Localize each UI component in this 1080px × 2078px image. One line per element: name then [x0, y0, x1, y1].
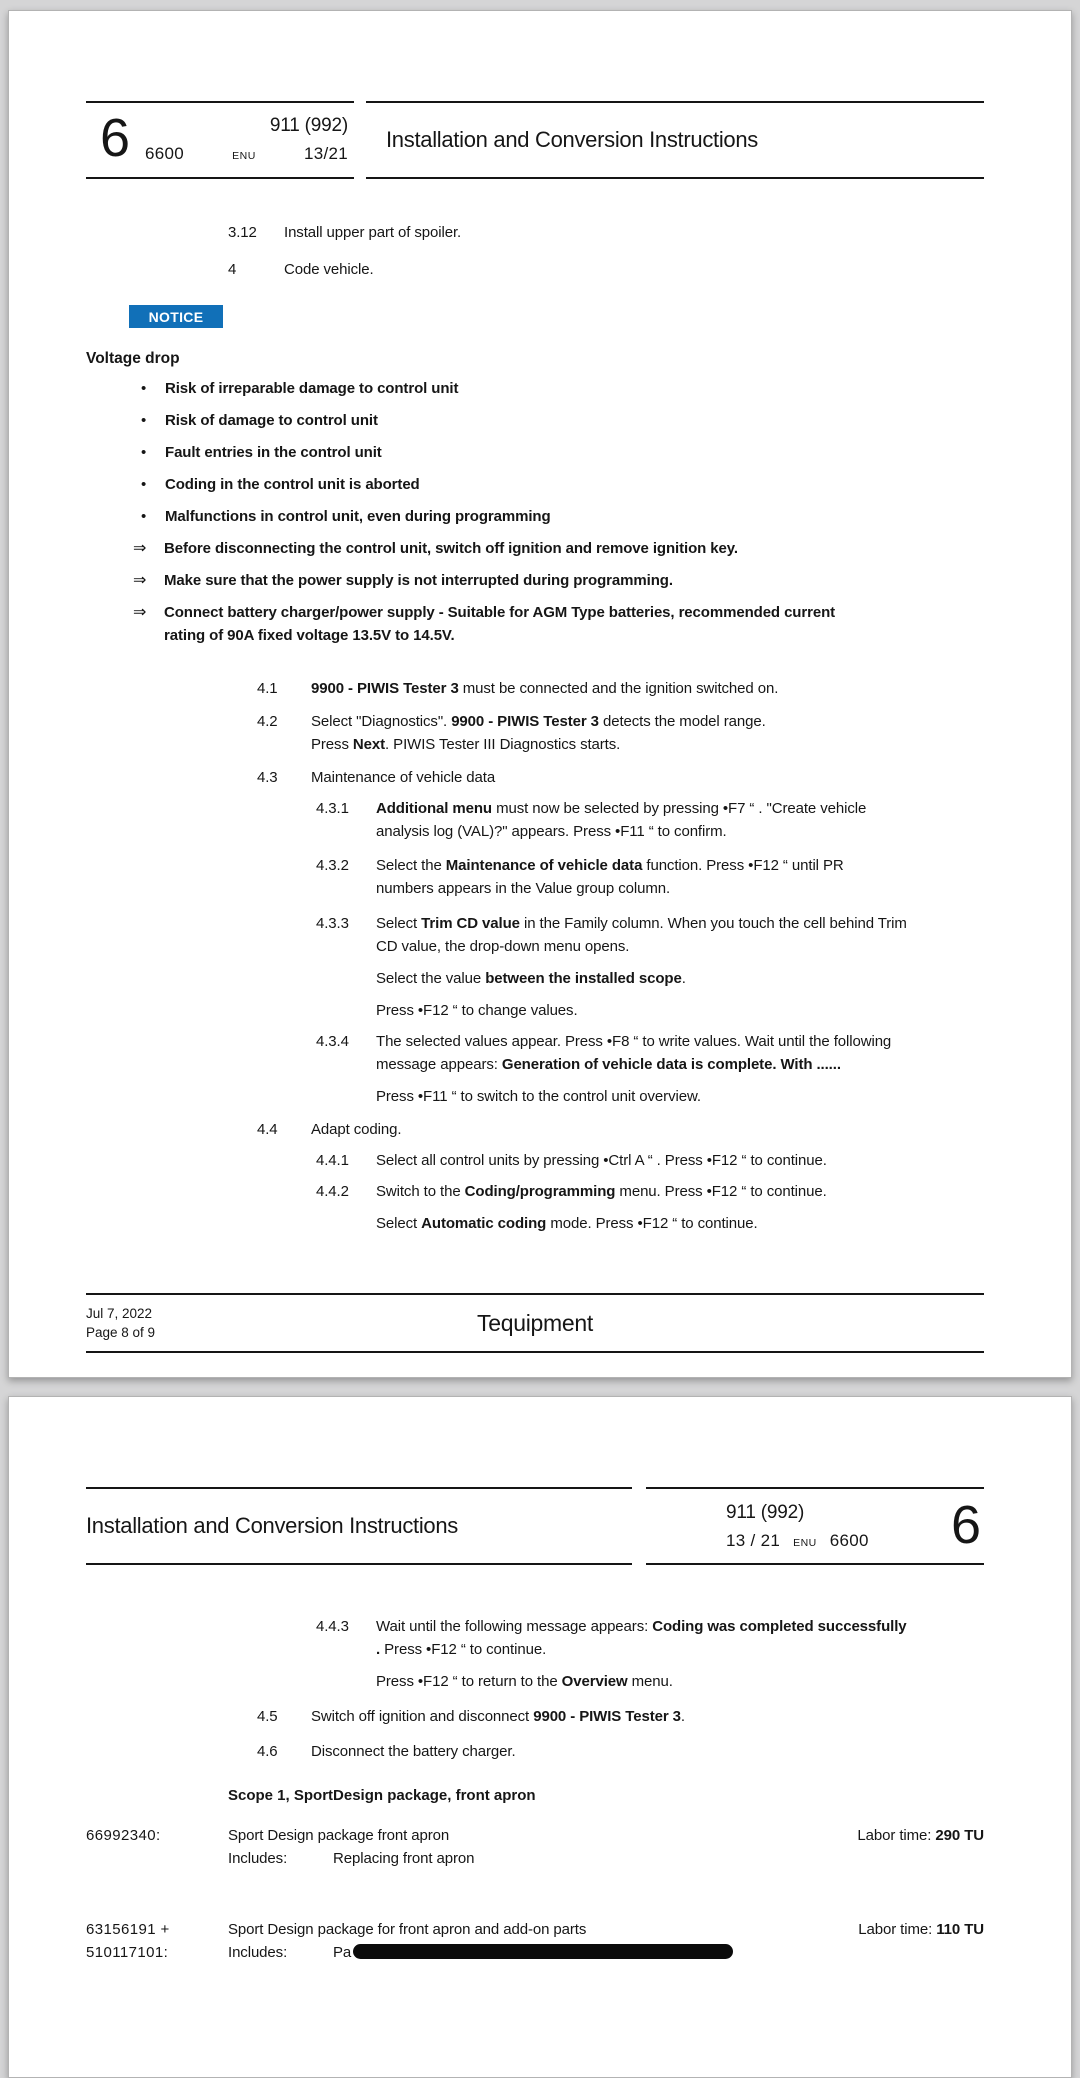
- step-line: Disconnect the battery charger.: [311, 1743, 516, 1760]
- labor-row: [86, 1824, 984, 1870]
- chapter-number: 6: [100, 108, 130, 169]
- step-4-4: [86, 1118, 984, 1141]
- step-4-4-3: [86, 1615, 984, 1693]
- part-number: 63156191 + 510117101:: [86, 1921, 170, 1961]
- model-label: 911 (992): [726, 1501, 805, 1523]
- labor-time: Labor time: 110 TU: [858, 1921, 984, 1938]
- footer-date: Jul 7, 2022: [86, 1306, 153, 1321]
- double-arrow-icon: ⇒: [133, 540, 147, 557]
- step-4-5: [86, 1705, 984, 1728]
- step-4-6: [86, 1740, 984, 1763]
- notice-subject: Voltage drop: [86, 350, 180, 367]
- step-line: Select the Maintenance of vehicle data function. Press •F12 “ until PR: [376, 857, 844, 874]
- bullet-text: Fault entries in the control unit: [165, 444, 382, 461]
- step-line: Press •F11 “ to switch to the control unit overview.: [376, 1088, 701, 1105]
- footer-date-page: [86, 1304, 155, 1342]
- step-number: 4.4.1: [316, 1152, 349, 1169]
- step-line: Switch off ignition and disconnect 9900 - PIWIS Tester 3.: [311, 1708, 685, 1725]
- includes-label: Includes:: [228, 1944, 288, 1961]
- part-number: 66992340:: [86, 1827, 161, 1844]
- step-number: 4.3: [257, 769, 278, 786]
- instruction-text: rating of 90A fixed voltage 13.5V to 14.5V.: [164, 627, 455, 644]
- document-codes: [145, 115, 348, 164]
- step-line: Press Next. PIWIS Tester III Diagnostics starts.: [311, 736, 621, 753]
- step-number: 4.4.2: [316, 1183, 349, 1200]
- step-line: Wait until the following message appears: Coding was completed successfully: [376, 1618, 907, 1635]
- step-4-1: [86, 677, 984, 700]
- step-line: Press •F12 “ to change values.: [376, 1002, 578, 1019]
- step-text: Install upper part of spoiler.: [284, 224, 462, 241]
- step-4-3-2: [86, 854, 984, 900]
- chapter-number: 6: [950, 1495, 980, 1556]
- notice-bullet: [86, 441, 984, 464]
- group-number: 6600: [829, 1530, 869, 1550]
- step-line: CD value, the drop-down menu opens.: [376, 938, 630, 955]
- language-code: ENU: [793, 1536, 817, 1549]
- instruction-text: Connect battery charger/power supply - Suitable for AGM Type batteries, recommended current: [164, 604, 836, 621]
- step-4-3: [86, 766, 984, 789]
- step-4-3-3: [86, 912, 984, 1022]
- step-line: Select "Diagnostics". 9900 - PIWIS Tester 3 detects the model range.: [311, 713, 766, 730]
- page2-header: [86, 1487, 984, 1565]
- step-number: 4.3.1: [316, 800, 349, 817]
- page1-header-code-block: [86, 101, 354, 179]
- notice-bullet: [86, 505, 984, 528]
- labor-description: Sport Design package for front apron and add-on parts: [228, 1921, 587, 1938]
- bullet-icon: •: [141, 476, 147, 493]
- step-line: message appears: Generation of vehicle data is complete. With ......: [376, 1056, 841, 1073]
- step-line: analysis log (VAL)?" appears. Press •F11 “ to confirm.: [376, 823, 727, 840]
- step-line: numbers appears in the Value group column.: [376, 880, 671, 897]
- issue-number: 13 / 21: [726, 1530, 781, 1550]
- notice-badge: NOTICE: [129, 305, 223, 328]
- notice-bullet: [86, 377, 984, 400]
- includes-label: Includes:: [228, 1850, 288, 1867]
- step-4-4-1: [86, 1149, 984, 1172]
- page2-header-code-block: [646, 1487, 984, 1565]
- step-line: Select all control units by pressing •Ctrl A “ . Press •F12 “ to continue.: [376, 1152, 827, 1169]
- step-line: Select the value between the installed scope.: [376, 970, 686, 987]
- redaction-bar: [353, 1944, 733, 1959]
- step-number: 4.3.4: [316, 1033, 349, 1050]
- includes-value-redacted: Pa: [333, 1941, 733, 1964]
- bullet-icon: •: [141, 508, 147, 525]
- step-line: Select Automatic coding mode. Press •F12 “ to continue.: [376, 1215, 758, 1232]
- step-line: Select Trim CD value in the Family column. When you touch the cell behind Trim: [376, 915, 907, 932]
- double-arrow-icon: ⇒: [133, 572, 147, 589]
- step-line: 9900 - PIWIS Tester 3 must be connected and the ignition switched on.: [311, 680, 779, 697]
- document-page-1: [8, 10, 1072, 1378]
- document-codes: [726, 1502, 869, 1551]
- step-number: 4.3.2: [316, 857, 349, 874]
- step-number: 4.1: [257, 680, 278, 697]
- labor-description: Sport Design package front apron: [228, 1827, 450, 1844]
- step-number: 4.3.3: [316, 915, 349, 932]
- step-line: Switch to the Coding/programming menu. Press •F12 “ to continue.: [376, 1183, 827, 1200]
- instruction-text: Make sure that the power supply is not interrupted during programming.: [164, 572, 673, 589]
- instruction-text: Before disconnecting the control unit, switch off ignition and remove ignition key.: [164, 540, 738, 557]
- step-line: Maintenance of vehicle data: [311, 769, 496, 786]
- step-4-3-4: [86, 1030, 984, 1108]
- step-number: 4: [228, 261, 237, 278]
- includes-value: Replacing front apron: [333, 1850, 475, 1867]
- footer-page-indicator: Page 8 of 9: [86, 1325, 156, 1340]
- bullet-icon: •: [141, 444, 147, 461]
- labor-row: [86, 1918, 984, 1964]
- bullet-icon: •: [141, 412, 147, 429]
- bullet-text: Coding in the control unit is aborted: [165, 476, 420, 493]
- step-line: . Press •F12 “ to continue.: [376, 1641, 547, 1658]
- step-number: 4.4.3: [316, 1618, 349, 1635]
- bullet-text: Risk of damage to control unit: [165, 412, 378, 429]
- step-number: 3.12: [228, 224, 257, 241]
- step-line: The selected values appear. Press •F8 “ to write values. Wait until the following: [376, 1033, 892, 1050]
- labor-time: Labor time: 290 TU: [857, 1827, 984, 1844]
- page1-header: [86, 101, 984, 179]
- footer-brand: Tequipment: [477, 1310, 593, 1336]
- step-line: Adapt coding.: [311, 1121, 402, 1138]
- step-4: [86, 258, 984, 281]
- step-4-4-2: [86, 1180, 984, 1235]
- step-number: 4.5: [257, 1708, 278, 1725]
- notice-instruction: [86, 601, 984, 647]
- step-text: Code vehicle.: [284, 261, 374, 278]
- step-number: 4.6: [257, 1743, 278, 1760]
- bullet-icon: •: [141, 380, 147, 397]
- group-number: 6600: [145, 143, 185, 163]
- issue-number: 13/21: [303, 143, 348, 163]
- document-page-2: [8, 1396, 1072, 2078]
- notice-bullet: [86, 409, 984, 432]
- notice-instruction: [86, 537, 984, 560]
- step-4-3-1: [86, 797, 984, 843]
- language-code: ENU: [232, 149, 256, 162]
- step-line: Press •F12 “ to return to the Overview menu.: [376, 1673, 673, 1690]
- scope-heading: Scope 1, SportDesign package, front apron: [228, 1787, 536, 1804]
- page1-title: Installation and Conversion Instructions: [366, 101, 984, 179]
- step-line: Additional menu must now be selected by pressing •F7 “ . "Create vehicle: [376, 800, 867, 817]
- bullet-text: Malfunctions in control unit, even during programming: [165, 508, 551, 525]
- step-number: 4.4: [257, 1121, 278, 1138]
- page1-footer: [86, 1293, 984, 1353]
- double-arrow-icon: ⇒: [133, 604, 147, 621]
- model-label: 911 (992): [269, 114, 348, 136]
- step-4-2: [86, 710, 984, 756]
- notice-instruction: [86, 569, 984, 592]
- step-3-12: [86, 221, 984, 244]
- page2-title: Installation and Conversion Instructions: [86, 1487, 632, 1565]
- notice-bullet: [86, 473, 984, 496]
- step-number: 4.2: [257, 713, 278, 730]
- bullet-text: Risk of irreparable damage to control unit: [165, 380, 459, 397]
